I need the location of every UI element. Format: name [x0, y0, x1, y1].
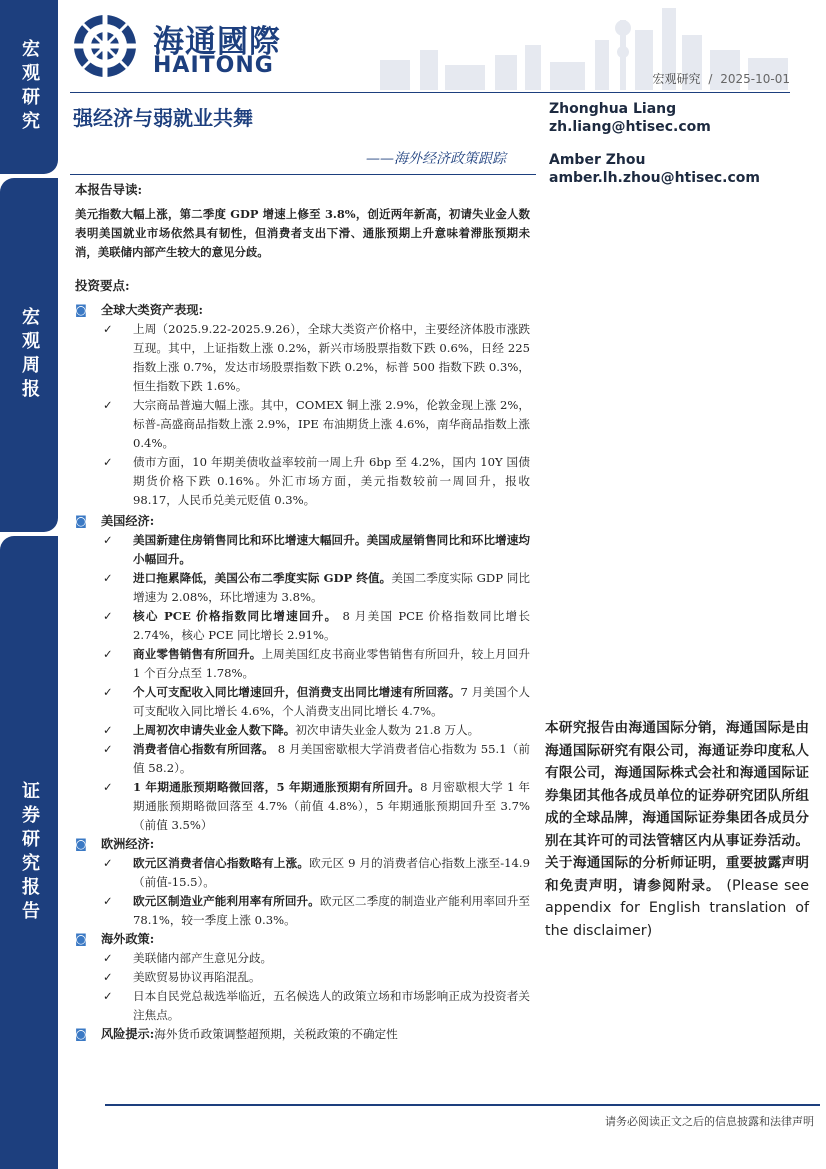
- item-text: 美国二季度实际 GDP 同比增速为 2.08%，环比增速为 3.8%。: [133, 571, 530, 604]
- section-heading: 全球大类资产表现:: [101, 303, 203, 317]
- item-bold-text: 个人可支配收入同比增速回升，但消费支出同比增速有所回落。: [133, 685, 461, 699]
- list-item: [75, 778, 530, 835]
- item-bold-text: 美国新建住房销售同比和环比增速大幅回升。美国成屋销售同比和环比增速均小幅回升。: [133, 533, 530, 566]
- checkmark-icon: ✓: [103, 685, 113, 699]
- item-text: 8 月美国密歇根大学消费者信心指数为 55.1（前值 58.2）。: [133, 742, 530, 775]
- author-block: [549, 100, 760, 202]
- section-heading: 欧洲经济:: [101, 837, 155, 851]
- author-name: Zhonghua Liang: [549, 101, 677, 117]
- section-global-assets: [75, 301, 530, 320]
- checkmark-icon: ✓: [103, 398, 113, 412]
- checkmark-icon: ✓: [103, 571, 113, 585]
- report-title: 强经济与弱就业共舞: [73, 106, 253, 130]
- list-item: [75, 721, 530, 740]
- checkmark-icon: ✓: [103, 970, 113, 984]
- header-divider: [70, 92, 790, 93]
- item-text: 8 月密歇根大学 1 年期通胀预期略微回落至 4.7%（前值 4.8%），5 年期通胀预期回升至 3.7%（前值 3.5%）: [133, 780, 530, 832]
- item-text: 上周美国红皮书商业零售销售有所回升，较上月回升 1 个百分点至 1.78%。: [133, 647, 530, 680]
- report-category: 宏观研究: [652, 72, 701, 86]
- checkmark-icon: ✓: [103, 533, 113, 547]
- list-item: [75, 987, 530, 1025]
- checkmark-icon: ✓: [103, 742, 113, 756]
- brand-name-en: HAITONG: [153, 53, 274, 78]
- list-item: [75, 645, 530, 683]
- item-bold-text: 欧元区消费者信心指数略有上涨。: [133, 856, 310, 870]
- item-text: 日本自民党总裁选举临近，五名候选人的政策立场和市场影响正成为投资者关注焦点。: [133, 989, 530, 1022]
- bullet-circle-icon: ◙: [75, 514, 87, 528]
- list-item: [75, 740, 530, 778]
- checkmark-icon: ✓: [103, 989, 113, 1003]
- list-item: [75, 396, 530, 453]
- sidebar-tab-macro-weekly: [0, 178, 58, 532]
- brand-name-cn: 海通國際: [153, 24, 281, 60]
- section-heading: 风险提示:: [101, 1027, 155, 1041]
- author-email-link[interactable]: zh.liang@htisec.com: [549, 119, 711, 135]
- bullet-circle-icon: ◙: [75, 303, 87, 317]
- list-item: [75, 949, 530, 968]
- bullet-circle-icon: ◙: [75, 837, 87, 851]
- disclaimer-block: [545, 717, 809, 942]
- checkmark-icon: ✓: [103, 951, 113, 965]
- checkmark-icon: ✓: [103, 856, 113, 870]
- summary-text: 美元指数大幅上涨，第二季度 GDP 增速上修至 3.8%，创近两年新高，初请失业金人数表明美国就业市场依然具有韧性，但消费者支出下滑、通胀预期上升意味着滞胀预期未消，美联储内部产生较大的意见分歧。: [75, 207, 530, 259]
- item-bold-text: 核心 PCE 价格指数同比增速回升。: [133, 609, 338, 623]
- section-heading: 美国经济:: [101, 514, 155, 528]
- item-bold-text: 欧元区制造业产能利用率有所回升。: [133, 894, 320, 908]
- meta-separator: /: [708, 72, 713, 86]
- section-eu-economy: [75, 835, 530, 854]
- disclaimer-cn: 本研究报告由海通国际分销，海通国际是由海通国际研究有限公司，海通证券印度私人有限公司，海通国际株式会社和海通国际证券集团其他各成员单位的证券研究团队所组成的全球品牌，海通国际证券集团各成员分别在其许可的司法管辖区内从事证券活动。关于海通国际的分析师证明，重要披露声明和免责声明，请参阅附录。: [545, 720, 809, 894]
- report-meta: [653, 70, 790, 87]
- item-text: 8 月美国 PCE 价格指数同比增长 2.74%，核心 PCE 同比增长 2.91%。: [133, 609, 530, 642]
- item-bold-text: 进口拖累降低，美国公布二季度实际 GDP 终值。: [133, 571, 392, 585]
- title-divider: [70, 174, 536, 175]
- list-item: [75, 892, 530, 930]
- disclaimer-en: (Please see appendix for English translation of the disclaimer): [545, 877, 810, 939]
- highlights-heading: 投资要点:: [75, 278, 130, 293]
- section-us-economy: [75, 512, 530, 531]
- item-text: 欧元区二季度的制造业产能利用率回升至 78.1%，较一季度上涨 0.3%。: [133, 894, 530, 927]
- sidebar-tab-macro-research: [0, 0, 58, 174]
- author-name: Amber Zhou: [549, 152, 646, 168]
- report-body: [75, 180, 530, 1044]
- author-email-link[interactable]: amber.lh.zhou@htisec.com: [549, 170, 760, 186]
- checkmark-icon: ✓: [103, 780, 113, 794]
- list-item: [75, 531, 530, 569]
- sidebar-label: 宏观周报: [19, 307, 40, 403]
- list-item: [75, 968, 530, 987]
- item-text: 初次申请失业金人数为 21.8 万人。: [295, 723, 480, 737]
- item-bold-text: 商业零售销售有所回升。: [133, 647, 262, 661]
- checkmark-icon: ✓: [103, 894, 113, 908]
- item-text: 上周（2025.9.22-2025.9.26），全球大类资产价格中，主要经济体股市涨跌互现。其中，上证指数上涨 0.2%，新兴市场股票指数下跌 0.6%，日经 225 指数上涨 0.7%，发达市场股票指数下跌 0.2%，标普 500 指数下跌 0.3%，恒生指数下跌 1.6%。: [133, 322, 530, 393]
- list-item: [75, 854, 530, 892]
- bullet-circle-icon: ◙: [75, 932, 87, 946]
- item-text: 债市方面，10 年期美债收益率较前一周上升 6bp 至 4.2%，国内 10Y 国债期货价格下跌 0.16%。外汇市场方面，美元指数较前一周回升，报收 98.17，人民币兑美元贬值 0.3%。: [133, 455, 530, 507]
- list-item: [75, 320, 530, 396]
- list-item: [75, 569, 530, 607]
- list-item: [75, 683, 530, 721]
- checkmark-icon: ✓: [103, 647, 113, 661]
- checkmark-icon: ✓: [103, 455, 113, 469]
- item-bold-text: 消费者信心指数有所回落。: [133, 742, 274, 756]
- report-subtitle: ——海外经济政策跟踪: [366, 151, 506, 167]
- item-text: 美联储内部产生意见分歧。: [133, 951, 273, 965]
- checkmark-icon: ✓: [103, 609, 113, 623]
- report-date: 2025-10-01: [720, 72, 790, 86]
- risk-text: 海外货币政策调整超预期，关税政策的不确定性: [154, 1027, 398, 1041]
- footer-notice: 请务必阅读正文之后的信息披露和法律声明: [605, 1115, 814, 1128]
- item-bold-text: 上周初次申请失业金人数下降。: [133, 723, 296, 737]
- list-item: [75, 607, 530, 645]
- summary-heading: 本报告导读:: [75, 182, 143, 197]
- item-text: 美欧贸易协议再陷混乱。: [133, 970, 261, 984]
- item-bold-text: 1 年期通胀预期略微回落，5 年期通胀预期有所回升。: [133, 780, 421, 794]
- item-text: 7 月美国个人可支配收入同比增长 4.6%，个人消费支出同比增长 4.7%。: [133, 685, 530, 718]
- checkmark-icon: ✓: [103, 723, 113, 737]
- section-heading: 海外政策:: [101, 932, 155, 946]
- section-risk: [75, 1025, 530, 1044]
- bullet-circle-icon: ◙: [75, 1027, 87, 1041]
- checkmark-icon: ✓: [103, 322, 113, 336]
- sidebar-tab-securities-report: [0, 536, 58, 1169]
- list-item: [75, 453, 530, 510]
- sidebar-label: 宏观研究: [19, 39, 40, 135]
- item-text: 欧元区 9 月的消费者信心指数上涨至-14.9（前值-15.5）。: [133, 856, 530, 889]
- sidebar-label: 证券研究报告: [19, 780, 40, 925]
- item-text: 大宗商品普遍大幅上涨。其中，COMEX 铜上涨 2.9%，伦敦金现上涨 2%，标普-高盛商品指数上涨 2.9%，IPE 布油期货上涨 4.6%，南华商品指数上涨 0.4%。: [133, 398, 530, 450]
- footer-divider: [105, 1104, 820, 1106]
- section-overseas-policy: [75, 930, 530, 949]
